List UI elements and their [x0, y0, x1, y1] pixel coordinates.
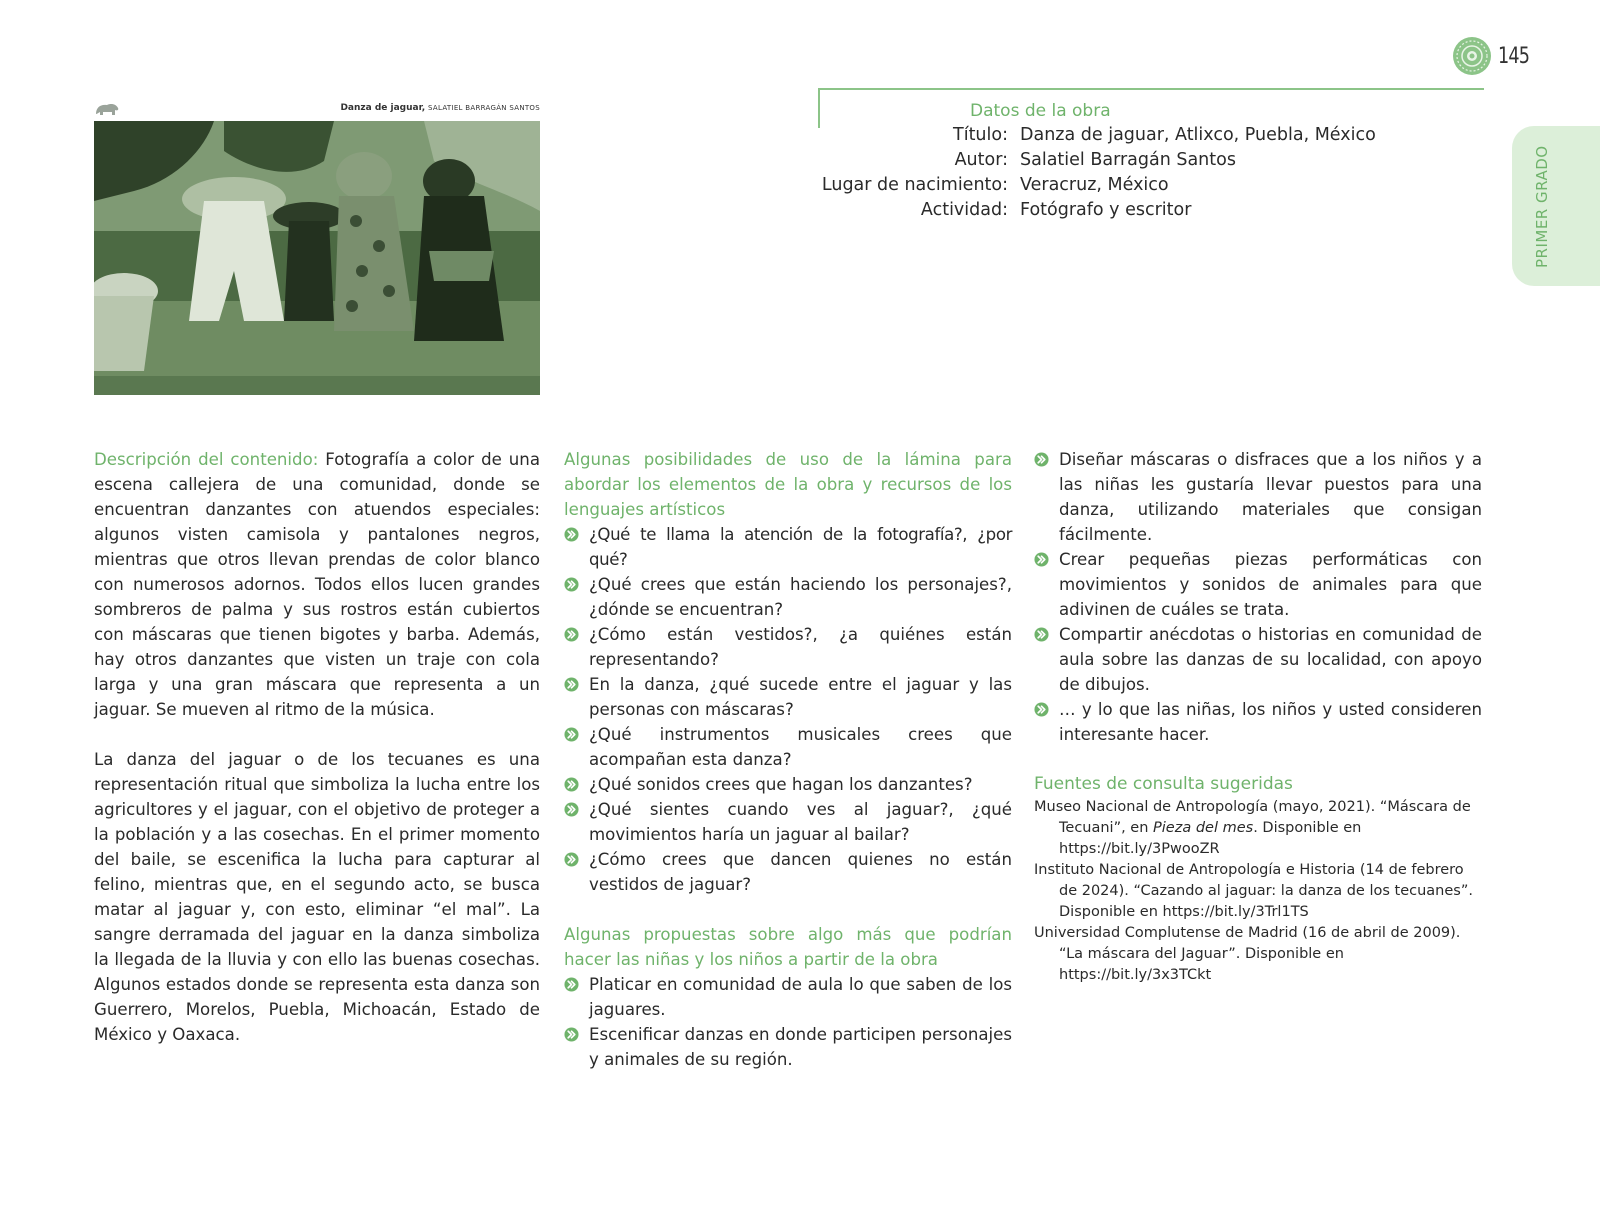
- grade-side-tab: [1512, 126, 1600, 286]
- datos-row: [800, 175, 1500, 195]
- chevron-bullet-icon: [564, 577, 579, 592]
- datos-value: Veracruz, México: [1020, 175, 1169, 195]
- description-column: [94, 447, 540, 1047]
- datos-label: Título:: [953, 125, 1008, 145]
- jaguar-dance-photo: [94, 121, 540, 395]
- ritual-paragraph: La danza del jaguar o de los tecuanes es una representación ritual que simboliza la lucha entre los agricultores y el jaguar, con el objetivo de proteger a la población y a las cosechas. En el primer momento del baile, se escenifica la lucha para capturar al felino, mientras que, en el segundo acto, se busca matar al jaguar y, con esto, eliminar “el mal”. La sangre derramada del jaguar en la danza simboliza la llegada de la lluvia y con ello las buenas cosechas. Algunos estados donde se representa esta danza son Guerrero, Morelos, Puebla, Michoacán, Estado de México y Oaxaca.: [94, 750, 540, 1044]
- chevron-bullet-icon: [564, 802, 579, 817]
- photo-caption: [130, 103, 540, 113]
- chevron-bullet-icon: [564, 677, 579, 692]
- emblem-icon: [1452, 36, 1492, 76]
- page-number-area: [1452, 34, 1537, 78]
- list-item: ¿Qué te llama la atención de la fotografía?, ¿por qué?: [564, 522, 1012, 572]
- description-text: Fotografía a color de una escena callejera de una comunidad, donde se encuentran danzantes con atuendos especiales: algunos visten camisola y pantalones negros, mientras que otros llevan prendas de color blanco con numerosos adornos. Todos ellos lucen grandes sombreros de palma y sus rostros están cubiertos con máscaras que tienen bigotes y barba. Además, hay otros danzantes que visten un traje con cola larga y una gran máscara que representa a un jaguar. Se mueven al ritmo de la música.: [94, 450, 540, 719]
- datos-row: [800, 125, 1500, 145]
- grade-tab-label: PRIMER GRADO: [1533, 145, 1551, 268]
- list-item: ¿Qué sientes cuando ves al jaguar?, ¿qué movimientos haría un jaguar al bailar?: [564, 797, 1012, 847]
- chevron-bullet-icon: [564, 777, 579, 792]
- datos-value: Salatiel Barragán Santos: [1020, 150, 1236, 170]
- proposals-list: [564, 972, 1012, 1072]
- list-item: ¿Qué crees que están haciendo los personajes?, ¿dónde se encuentran?: [564, 572, 1012, 622]
- list-item: ¿Cómo están vestidos?, ¿a quiénes están representando?: [564, 622, 1012, 672]
- source-reference: Universidad Complutense de Madrid (16 de abril de 2009). “La máscara del Jaguar”. Disponible en https://bit.ly/3x3TCkt: [1034, 925, 1461, 983]
- chevron-bullet-icon: [564, 527, 579, 542]
- chevron-bullet-icon: [1034, 552, 1049, 567]
- list-item: Crear pequeñas piezas performáticas con movimientos y sonidos de animales para que adivinen de cuáles se trata.: [1034, 547, 1482, 622]
- datos-title: Datos de la obra: [970, 101, 1111, 121]
- chevron-bullet-icon: [564, 1027, 579, 1042]
- description-paragraph: [94, 447, 540, 722]
- source-reference: Museo Nacional de Antropología (mayo, 2021). “Máscara de Tecuani”, en Pieza del mes. Disponible en https://bit.ly/3PwooZR: [1034, 799, 1471, 857]
- chevron-bullet-icon: [564, 977, 579, 992]
- list-item: ¿Cómo crees que dancen quienes no están vestidos de jaguar?: [564, 847, 1012, 897]
- chevron-bullet-icon: [564, 852, 579, 867]
- jaguar-logo-icon: [94, 101, 120, 117]
- photo-caption-title: Danza de jaguar,: [340, 103, 426, 113]
- photo-caption-author: SALATIEL BARRAGÁN SANTOS: [428, 104, 540, 112]
- list-item: Compartir anécdotas o historias en comunidad de aula sobre las danzas de su localidad, con apoyo de dibujos.: [1034, 622, 1482, 697]
- datos-label: Lugar de nacimiento:: [821, 175, 1008, 195]
- list-item: Platicar en comunidad de aula lo que saben de los jaguares.: [564, 972, 1012, 1022]
- chevron-bullet-icon: [1034, 702, 1049, 717]
- page-number: 145: [1498, 43, 1530, 69]
- chevron-bullet-icon: [564, 727, 579, 742]
- datos-row: [800, 150, 1500, 170]
- datos-label: Actividad:: [920, 200, 1008, 220]
- proposals-sources-column: [1034, 447, 1482, 986]
- datos-frame: [818, 88, 1484, 128]
- datos-value: Danza de jaguar, Atlixco, Puebla, México: [1020, 125, 1376, 145]
- list-item: ¿Qué instrumentos musicales crees que acompañan esta danza?: [564, 722, 1012, 772]
- list-item: ¿Qué sonidos crees que hagan los danzantes?: [564, 772, 1012, 797]
- list-item: Escenificar danzas en donde participen personajes y animales de su región.: [564, 1022, 1012, 1072]
- description-label: Descripción del contenido:: [94, 450, 319, 469]
- datos-row: [800, 200, 1500, 220]
- sources-heading: Fuentes de consulta sugeridas: [1034, 774, 1293, 794]
- chevron-bullet-icon: [1034, 452, 1049, 467]
- datos-value: Fotógrafo y escritor: [1020, 200, 1192, 220]
- proposals-list-continued: [1034, 447, 1482, 747]
- list-item: … y lo que las niñas, los niños y usted consideren interesante hacer.: [1034, 697, 1482, 747]
- chevron-bullet-icon: [564, 627, 579, 642]
- activities-column: [564, 447, 1012, 1072]
- list-item: En la danza, ¿qué sucede entre el jaguar y las personas con máscaras?: [564, 672, 1012, 722]
- proposals-heading: Algunas propuestas sobre algo más que podrían hacer las niñas y los niños a partir de la obra: [564, 925, 1012, 969]
- datos-label: Autor:: [954, 150, 1008, 170]
- chevron-bullet-icon: [1034, 627, 1049, 642]
- list-item: Diseñar máscaras o disfraces que a los niños y a las niñas les gustaría llevar puestos para una danza, utilizando materiales que consigan fácilmente.: [1034, 447, 1482, 547]
- questions-heading: Algunas posibilidades de uso de la lámina para abordar los elementos de la obra y recursos de los lenguajes artísticos: [564, 450, 1012, 519]
- source-reference: Instituto Nacional de Antropología e Historia (14 de febrero de 2024). “Cazando al jaguar: la danza de los tecuanes”. Disponible en https://bit.ly/3Trl1TS: [1034, 862, 1473, 920]
- questions-list: [564, 522, 1012, 897]
